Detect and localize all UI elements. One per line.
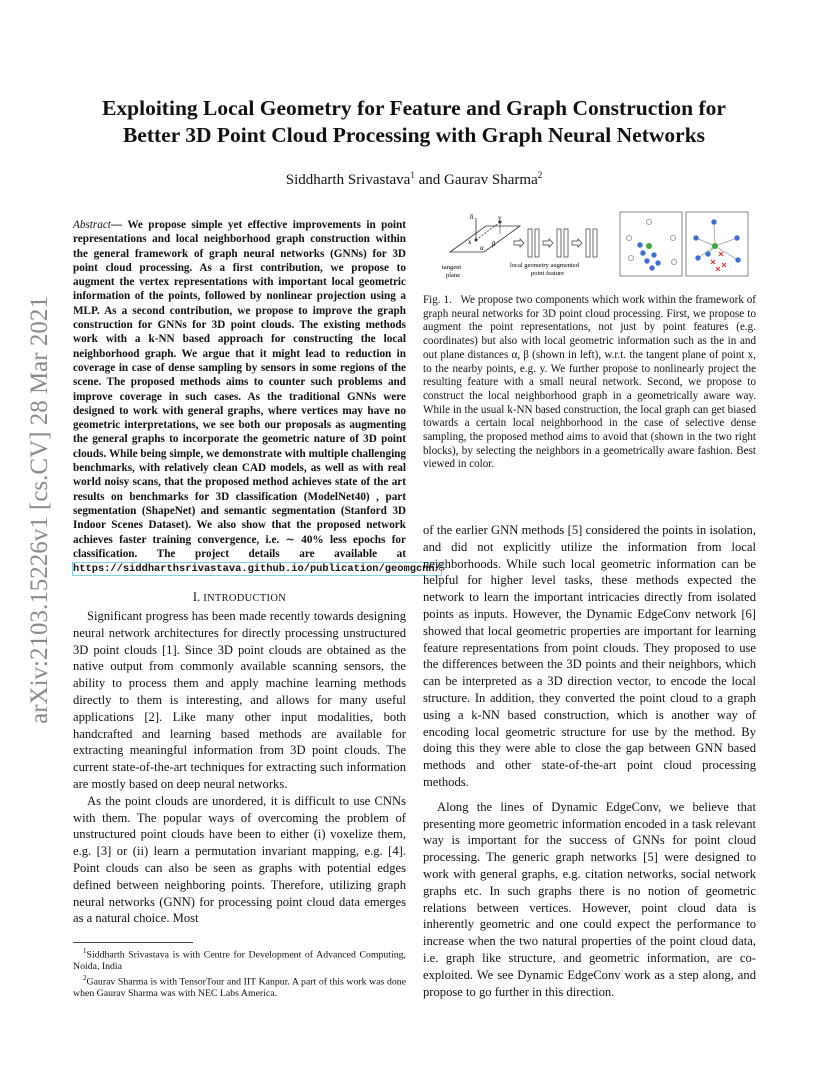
rejected-point-icon	[719, 252, 723, 256]
neighbor-point-marker	[649, 265, 654, 270]
neighbor-point-marker	[640, 250, 645, 255]
graph-edge	[715, 238, 737, 246]
right-paragraph-1: of the earlier GNN methods [5] considered the points in isolation, and did not explicitly utilize the information from local neighborhoods. While such local geometric information can be helpful for higher level tasks, these methods expected the network to learn the important intricacies directly from isolated points as inputs. However, the Dynamic EdgeConv network [6] showed that local geometric properties are important for learning feature representations from point clouds. They proposed to use the differences between the 3D points and their neighbors, which can be interpreted as a 3D direction vector, to encode the local structure. In addition, they converted the point cloud to a graph using a k-NN based construction, which is another way of encoding local geometric structure for use by the method. By doing this they were able to close the gap between GNN based methods and other state-of-the-art point cloud processing methods.	[423, 523, 756, 789]
rejected-point-icon	[722, 263, 726, 267]
section-numeral: I.	[192, 590, 204, 604]
caption-text: We propose two components which work within the framework of graph neural networks for 3D point cloud processing. First, we propose to augment the point representations, not just by point features (e.g. coordinates) but also with local geometric information such as the in and out plane distances α, β (shown in left), w.r.t. the tangent plane of point x, to the nearby points, e.g. y. We further propose to nonlinearly project the resulting feature with a small neural network. Second, we propose to construct the local neighborhood graph in a geometrically aware way. While in the usual k-NN based construction, the local graph can get biased towards a certain local neighborhood in the case of selective dense sampling, the proposed method aims to avoid that (shown in the two right blocks), by selecting the neighbors in a geometrically aware fashion. Best viewed in color.	[423, 294, 756, 471]
figure-caption	[423, 294, 756, 472]
label-alpha: α	[480, 244, 484, 252]
point-marker	[671, 259, 676, 264]
point-x-marker	[475, 239, 478, 242]
point-marker	[670, 235, 675, 240]
graph-edge	[696, 238, 715, 246]
section-title: INTRODUCTION	[203, 593, 287, 604]
author-connector: and	[414, 172, 445, 188]
point-marker	[626, 235, 631, 240]
label-n: n̂	[470, 213, 474, 221]
author-2-mark: 2	[537, 170, 543, 180]
abstract-dash: —	[110, 219, 123, 231]
tangent-plane-shape	[450, 226, 520, 252]
neighbor-point-marker	[734, 235, 739, 240]
section-heading	[73, 590, 406, 605]
figure-1	[428, 208, 758, 288]
neighbor-point-marker	[651, 252, 656, 257]
center-point-marker	[712, 243, 718, 249]
title-line-1: Exploiting Local Geometry for Feature and Graph Construction for	[102, 96, 726, 120]
neighbor-point-marker	[644, 258, 649, 263]
geometry-caption-2: point feature	[531, 270, 565, 277]
layer-block	[564, 229, 568, 257]
intro-text	[73, 608, 406, 927]
arrow-icon	[572, 239, 582, 247]
label-x: x	[468, 238, 472, 246]
neighbor-point-marker	[695, 255, 700, 260]
neighbor-point-marker	[637, 242, 642, 247]
author-1-mark: 1	[410, 170, 415, 180]
abstract-body: We propose simple yet effective improvements in point representations and local neighborhood graph construction within the general framework of graph neural networks (GNNs) for 3D point cloud processing. As a first contribution, we propose to augment the vertex representations with important local geometric information of the points, followed by nonlinear projection using a MLP. As a second contribution, we propose to improve the graph construction for GNNs for 3D point clouds. The existing methods work with a k-NN based approach for constructing the local neighborhood graph. We argue that it might lead to reduction in coverage in case of dense sampling by sensors in some regions of the scene. The proposed methods aims to counter such problems and improve coverage in such cases. As the traditional GNNs were designed to work with general graphs, where vertices may have no geometric interpretations, we see both our proposals as augmenting the general graphs to incorporate the geometric nature of 3D point clouds. While being simple, we demonstrate with multiple challenging benchmarks, with relatively clean CAD models, as well as with real world noisy scans, that the proposed method achieves state of the art results on benchmarks for 3D classification (ModelNet40) , part segmentation (ShapeNet) and semantic segmentation (Stanford 3D Indoor Scenes Dataset). We also show that the proposed network achieves faster training convergence, i.e. ∼ 40% less epochs for classification. The project details are available at	[73, 219, 406, 560]
neighbor-point-marker	[711, 219, 716, 224]
footnote-rule	[73, 942, 193, 943]
layer-block	[557, 229, 561, 257]
right-column-text	[423, 522, 756, 1000]
intro-paragraph-1: Significant progress has been made recently towards designing neural network architectures for directly processing unstructured 3D point clouds [1]. Since 3D point clouds are obtained as the native output from commonly available scanning sensors, the ability to process them and apply machine learning methods directly to them is interesting, and allows for many useful applications [2]. Like many other input modalities, both handcrafted and learning based methods are available for extracting meaningful information from 3D point clouds. The current state-of-the-art techniques for extracting such information are mostly based on deep neural networks.	[73, 609, 406, 791]
caption-label: Fig. 1.	[423, 294, 452, 306]
author-1: Siddharth Srivastava	[285, 172, 411, 188]
network-blocks	[514, 229, 597, 257]
footnote-1: $^1$Siddharth Srivastava is with Centre for Development of Advanced Computing, Noida, India	[73, 947, 406, 972]
label-y: y	[498, 214, 502, 222]
rejected-point-icon	[711, 260, 715, 264]
graph-edge	[714, 222, 715, 246]
point-marker	[628, 255, 633, 260]
tangent-plane-label-2: plane	[446, 272, 461, 279]
rejected-point-icon	[716, 267, 720, 271]
authors	[70, 170, 758, 189]
right-paragraph-2: Along the lines of Dynamic EdgeConv, we believe that presenting more geometric information encoded in a task relevant way is important for the success of GNNs for point cloud processing. The generic graph networks [5] were designed to work with general graphs, e.g. citation networks, social network graphs etc. In such graphs there is no notion of geometric relations between vertices. However, point cloud data is inherently geometric and one could expect the performance to increase when the two natural properties of the point cloud data, i.e. graph like structure, and geometric information, are co-exploited. We see Dynamic EdgeConv work as a step along, and propose to go further in this direction.	[423, 799, 756, 999]
neighbor-point-marker	[735, 257, 740, 262]
footnote-2: $^2$Gaurav Sharma is with TensorTour and IIT Kanpur. A part of this work was done when Gaurav Sharma was with NEC Labs America.	[73, 974, 406, 1000]
project-link[interactable]: https://siddharthsrivastava.github.io/publication/geomgcnn/	[73, 563, 441, 576]
arrow-icon	[543, 239, 553, 247]
paper-title	[70, 95, 758, 149]
abstract-label: Abstract	[73, 219, 111, 231]
author-2: Gaurav Sharma	[444, 172, 538, 188]
point-marker	[646, 219, 651, 224]
neighbor-point-marker	[655, 260, 660, 265]
arrow-icon	[514, 239, 524, 247]
geometry-caption-1: local geometry augmented	[510, 262, 579, 269]
geometry-aware-panel	[686, 212, 748, 276]
intro-paragraph-2: As the point clouds are unordered, it is difficult to use CNNs with them. The popular ways of overcoming the problem of unstructured point clouds have been to either (i) voxelize them, e.g. [3] or (ii) learn a permutation invariant mapping, e.g. [4]. Point clouds can also be seen as graphs with potential edges defined between neighboring points. Therefore, utilizing graph neural networks (GNN) for processing point cloud data emerges as a natural choice. Most	[73, 793, 406, 926]
layer-block	[528, 229, 532, 257]
tangent-plane-diagram	[442, 213, 520, 279]
layer-block	[586, 229, 590, 257]
graph-edges	[696, 222, 738, 260]
center-point-marker	[646, 243, 652, 249]
neighbor-point-marker	[693, 235, 698, 240]
knn-neighborhood-panel	[620, 212, 682, 276]
layer-block	[593, 229, 597, 257]
graph-edge	[715, 246, 738, 260]
title-line-2: Better 3D Point Cloud Processing with Graph Neural Networks	[122, 123, 706, 147]
neighbor-point-marker	[705, 251, 710, 256]
layer-block	[535, 229, 539, 257]
arxiv-stamp: arXiv:2103.15226v1 [cs.CV] 28 Mar 2021	[26, 296, 53, 724]
rejected-points	[711, 252, 726, 271]
figure-1-graphic	[428, 208, 758, 288]
footnotes	[73, 942, 406, 1001]
tangent-plane-label-1: tangent	[442, 264, 462, 271]
label-beta: β	[492, 240, 496, 248]
